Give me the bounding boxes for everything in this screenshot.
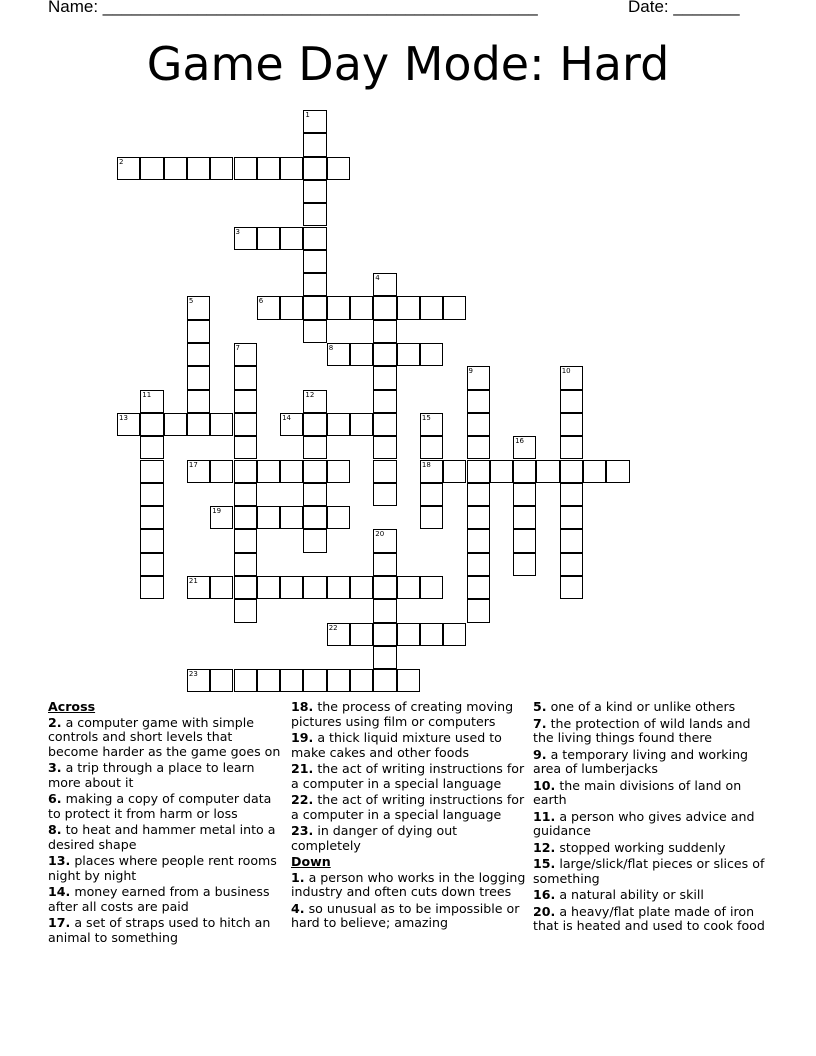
grid-cell[interactable] xyxy=(467,483,490,506)
clue-number-label: 23. xyxy=(291,823,314,838)
grid-cell[interactable] xyxy=(303,250,326,273)
clue-number: 21 xyxy=(188,577,198,585)
grid-cell[interactable] xyxy=(187,157,210,180)
grid-cell[interactable] xyxy=(210,576,233,599)
grid-cell[interactable] xyxy=(560,460,583,483)
clues-column-2 xyxy=(291,700,527,933)
grid-cell[interactable] xyxy=(373,296,396,319)
grid-cell[interactable] xyxy=(350,669,373,692)
clue-number: 17 xyxy=(188,460,198,469)
date-field[interactable]: Date: _______ xyxy=(628,0,740,16)
clue-item xyxy=(291,871,527,900)
clue-text: the main divisions of land on earth xyxy=(533,777,742,807)
clue-number-label: 18. xyxy=(291,699,314,714)
clue-number: 1 xyxy=(305,111,310,119)
clue-item xyxy=(291,762,527,791)
clue-number-label: 1. xyxy=(291,869,305,885)
grid-cell[interactable] xyxy=(117,413,140,436)
clue-number: 10 xyxy=(561,367,571,376)
grid-cell[interactable] xyxy=(560,506,583,529)
grid-cell[interactable] xyxy=(303,157,326,180)
clue-number: 19 xyxy=(212,507,222,516)
grid-cell[interactable] xyxy=(140,529,163,552)
grid-cell[interactable] xyxy=(303,483,326,506)
grid-cell[interactable] xyxy=(373,483,396,506)
grid-cell[interactable] xyxy=(164,413,187,436)
grid-cell[interactable] xyxy=(187,413,210,436)
grid-cell[interactable] xyxy=(373,413,396,436)
grid-cell[interactable] xyxy=(234,599,257,622)
grid-cell[interactable] xyxy=(303,529,326,552)
grid-cell[interactable] xyxy=(420,343,443,366)
clue-text: a set of straps used to hitch an animal to something xyxy=(48,915,271,945)
grid-cell[interactable] xyxy=(397,343,420,366)
grid-cell[interactable] xyxy=(560,366,583,389)
clue-number: 7 xyxy=(235,344,240,352)
clue-number: 4 xyxy=(375,274,380,283)
grid-cell[interactable] xyxy=(234,669,257,692)
clue-item xyxy=(291,700,527,729)
grid-cell[interactable] xyxy=(303,576,326,599)
clue-number: 8 xyxy=(328,344,334,352)
grid-cell[interactable] xyxy=(350,343,373,366)
grid-cell[interactable] xyxy=(560,483,583,506)
clue-number: 22 xyxy=(328,623,338,632)
grid-cell[interactable] xyxy=(373,320,396,343)
grid-cell[interactable] xyxy=(420,460,443,483)
grid-cell[interactable] xyxy=(327,669,350,692)
grid-cell[interactable] xyxy=(373,529,396,552)
clue-text: large/slick/flat pieces or slices of something xyxy=(533,856,765,886)
clue-number-label: 12. xyxy=(533,839,556,855)
clue-text: a person who works in the logging industry and often cuts down trees xyxy=(291,869,526,899)
clue-number-label: 20. xyxy=(533,903,556,919)
grid-cell[interactable] xyxy=(327,576,350,599)
grid-cell[interactable] xyxy=(303,110,326,133)
clue-item xyxy=(48,823,284,852)
grid-cell[interactable] xyxy=(234,227,257,250)
grid-cell[interactable] xyxy=(397,669,420,692)
grid-cell[interactable] xyxy=(490,460,513,483)
grid-cell[interactable] xyxy=(210,506,233,529)
grid-cell[interactable] xyxy=(513,553,536,576)
clue-item xyxy=(48,885,284,914)
clue-number-label: 7. xyxy=(533,715,547,731)
grid-cell[interactable] xyxy=(303,227,326,250)
grid-cell[interactable] xyxy=(280,576,303,599)
clue-text: one of a kind or unlike others xyxy=(546,699,736,714)
grid-cell[interactable] xyxy=(420,296,443,319)
grid-cell[interactable] xyxy=(560,529,583,552)
grid-cell[interactable] xyxy=(467,366,490,389)
grid-cell[interactable] xyxy=(280,227,303,250)
grid-cell[interactable] xyxy=(210,460,233,483)
grid-cell[interactable] xyxy=(373,343,396,366)
grid-cell[interactable] xyxy=(140,483,163,506)
grid-cell[interactable] xyxy=(373,553,396,576)
grid-cell[interactable] xyxy=(327,460,350,483)
clue-item xyxy=(533,700,769,715)
clue-item xyxy=(48,792,284,821)
clue-item xyxy=(533,748,769,777)
grid-cell[interactable] xyxy=(117,157,140,180)
clue-number: 14 xyxy=(282,413,292,422)
clue-number: 6 xyxy=(258,297,264,306)
grid-cell[interactable] xyxy=(234,366,257,389)
grid-cell[interactable] xyxy=(257,460,280,483)
clue-item xyxy=(533,857,769,886)
clue-number-label: 17. xyxy=(48,915,71,930)
grid-cell[interactable] xyxy=(373,599,396,622)
grid-cell[interactable] xyxy=(373,436,396,459)
clue-item xyxy=(533,841,769,856)
clue-text: the protection of wild lands and the living things found there xyxy=(533,715,751,745)
grid-cell[interactable] xyxy=(373,576,396,599)
grid-cell[interactable] xyxy=(164,157,187,180)
grid-cell[interactable] xyxy=(513,529,536,552)
grid-cell[interactable] xyxy=(350,576,373,599)
clue-item xyxy=(48,761,284,790)
clue-text: in danger of dying out completely xyxy=(291,823,458,853)
clue-item xyxy=(533,717,769,746)
clue-text: making a copy of computer data to protect it from harm or loss xyxy=(48,791,272,821)
grid-cell[interactable] xyxy=(280,157,303,180)
grid-cell[interactable] xyxy=(303,413,326,436)
grid-cell[interactable] xyxy=(187,320,210,343)
clue-text: money earned from a business after all costs are paid xyxy=(48,884,270,914)
grid-cell[interactable] xyxy=(560,576,583,599)
grid-cell[interactable] xyxy=(560,436,583,459)
clue-number: 9 xyxy=(468,367,473,376)
grid-cell[interactable] xyxy=(303,203,326,226)
clue-item xyxy=(291,731,527,760)
grid-cell[interactable] xyxy=(350,623,373,646)
grid-cell[interactable] xyxy=(373,646,396,669)
grid-cell[interactable] xyxy=(373,623,396,646)
clue-number-label: 22. xyxy=(291,792,314,807)
grid-cell[interactable] xyxy=(467,413,490,436)
grid-cell[interactable] xyxy=(280,460,303,483)
grid-cell[interactable] xyxy=(210,157,233,180)
grid-cell[interactable] xyxy=(420,623,443,646)
clue-number: 2 xyxy=(119,157,124,166)
grid-cell[interactable] xyxy=(420,436,443,459)
clue-number-label: 16. xyxy=(533,887,556,902)
grid-cell[interactable] xyxy=(140,157,163,180)
grid-cell[interactable] xyxy=(257,227,280,250)
clue-item xyxy=(48,916,284,945)
grid-cell[interactable] xyxy=(257,576,280,599)
grid-cell[interactable] xyxy=(350,413,373,436)
clue-text: to heat and hammer metal into a desired shape xyxy=(48,822,276,852)
clue-number-label: 11. xyxy=(533,808,556,824)
grid-cell[interactable] xyxy=(234,553,257,576)
clue-item xyxy=(48,716,284,760)
grid-cell[interactable] xyxy=(303,296,326,319)
grid-cell[interactable] xyxy=(327,296,350,319)
grid-cell[interactable] xyxy=(280,413,303,436)
grid-cell[interactable] xyxy=(187,576,210,599)
grid-cell[interactable] xyxy=(210,669,233,692)
clue-item xyxy=(533,779,769,808)
grid-cell[interactable] xyxy=(513,460,536,483)
grid-cell[interactable] xyxy=(234,576,257,599)
grid-cell[interactable] xyxy=(373,460,396,483)
clue-number: 23 xyxy=(188,670,198,679)
grid-cell[interactable] xyxy=(397,623,420,646)
clue-number: 18 xyxy=(421,460,431,469)
clue-text: a thick liquid mixture used to make cakes and other foods xyxy=(291,730,502,760)
grid-cell[interactable] xyxy=(420,576,443,599)
grid-cell[interactable] xyxy=(234,483,257,506)
clue-number-label: 14. xyxy=(48,884,71,899)
grid-cell[interactable] xyxy=(467,599,490,622)
grid-cell[interactable] xyxy=(257,669,280,692)
down-heading: Down xyxy=(291,854,331,869)
grid-cell[interactable] xyxy=(327,343,350,366)
clue-text: the act of writing instructions for a computer in a special language xyxy=(291,761,525,791)
clue-text: a heavy/flat plate made of iron that is heated and used to cook food xyxy=(533,903,765,933)
clue-number: 3 xyxy=(235,227,240,236)
grid-cell[interactable] xyxy=(187,460,210,483)
grid-cell[interactable] xyxy=(373,669,396,692)
grid-cell[interactable] xyxy=(234,157,257,180)
clue-number: 5 xyxy=(188,297,194,306)
grid-cell[interactable] xyxy=(513,483,536,506)
clue-text: stopped working suddenly xyxy=(555,839,726,855)
clue-number-label: 21. xyxy=(291,761,314,776)
grid-cell[interactable] xyxy=(303,180,326,203)
grid-cell[interactable] xyxy=(187,390,210,413)
clue-number: 11 xyxy=(142,390,152,399)
grid-cell[interactable] xyxy=(583,460,606,483)
grid-cell[interactable] xyxy=(140,553,163,576)
clue-number-label: 8. xyxy=(48,822,62,837)
grid-cell[interactable] xyxy=(303,133,326,156)
grid-cell[interactable] xyxy=(303,460,326,483)
grid-cell[interactable] xyxy=(373,366,396,389)
grid-cell[interactable] xyxy=(280,506,303,529)
clue-number: 20 xyxy=(375,530,385,539)
across-heading: Across xyxy=(48,699,96,714)
grid-cell[interactable] xyxy=(420,413,443,436)
grid-cell[interactable] xyxy=(234,343,257,366)
clue-text: places where people rent rooms night by night xyxy=(48,853,277,883)
grid-cell[interactable] xyxy=(187,343,210,366)
grid-cell[interactable] xyxy=(257,296,280,319)
grid-cell[interactable] xyxy=(140,576,163,599)
clue-number-label: 9. xyxy=(533,746,547,762)
clue-number-label: 10. xyxy=(533,777,556,793)
grid-cell[interactable] xyxy=(560,390,583,413)
grid-cell[interactable] xyxy=(513,436,536,459)
clue-number-label: 13. xyxy=(48,853,71,868)
clue-text: a temporary living and working area of lumberjacks xyxy=(533,746,749,776)
grid-cell[interactable] xyxy=(443,460,466,483)
grid-cell[interactable] xyxy=(280,669,303,692)
grid-cell[interactable] xyxy=(467,506,490,529)
grid-cell[interactable] xyxy=(140,436,163,459)
clue-number: 16 xyxy=(515,437,525,446)
grid-cell[interactable] xyxy=(467,529,490,552)
clue-item xyxy=(291,902,527,931)
clue-text: a trip through a place to learn more about it xyxy=(48,760,255,790)
page-title: Game Day Mode: Hard xyxy=(146,37,670,91)
grid-cell[interactable] xyxy=(327,157,350,180)
grid-cell[interactable] xyxy=(234,460,257,483)
clue-number-label: 6. xyxy=(48,791,62,806)
grid-cell[interactable] xyxy=(303,390,326,413)
clue-text: the process of creating moving pictures using film or computers xyxy=(291,699,514,729)
grid-cell[interactable] xyxy=(257,506,280,529)
clue-number-label: 19. xyxy=(291,730,314,745)
clue-item xyxy=(533,905,769,934)
grid-cell[interactable] xyxy=(234,529,257,552)
name-field[interactable]: Name: ______________________________________________ xyxy=(48,0,538,16)
clue-item xyxy=(291,793,527,822)
grid-cell[interactable] xyxy=(397,576,420,599)
grid-cell[interactable] xyxy=(467,460,490,483)
clue-item xyxy=(291,824,527,853)
clue-number-label: 5. xyxy=(533,699,547,714)
grid-cell[interactable] xyxy=(140,460,163,483)
grid-cell[interactable] xyxy=(467,576,490,599)
grid-cell[interactable] xyxy=(536,460,559,483)
clue-text: a natural ability or skill xyxy=(555,887,704,902)
grid-cell[interactable] xyxy=(350,296,373,319)
grid-cell[interactable] xyxy=(513,506,536,529)
grid-cell[interactable] xyxy=(234,413,257,436)
clue-item xyxy=(533,810,769,839)
grid-cell[interactable] xyxy=(303,320,326,343)
grid-cell[interactable] xyxy=(210,413,233,436)
grid-cell[interactable] xyxy=(606,460,629,483)
grid-cell[interactable] xyxy=(280,296,303,319)
grid-cell[interactable] xyxy=(327,413,350,436)
grid-cell[interactable] xyxy=(420,483,443,506)
clue-text: a person who gives advice and guidance xyxy=(533,808,755,838)
grid-cell[interactable] xyxy=(327,623,350,646)
grid-cell[interactable] xyxy=(560,553,583,576)
clue-text: a computer game with simple controls and short levels that become harder as the game goes on xyxy=(48,714,281,759)
clue-number-label: 3. xyxy=(48,760,62,775)
grid-cell[interactable] xyxy=(234,436,257,459)
grid-cell[interactable] xyxy=(327,506,350,529)
grid-cell[interactable] xyxy=(303,506,326,529)
clue-text: the act of writing instructions for a computer in a special language xyxy=(291,792,525,822)
grid-cell[interactable] xyxy=(187,296,210,319)
grid-cell[interactable] xyxy=(467,553,490,576)
clue-number: 15 xyxy=(421,413,431,422)
clue-text: so unusual as to be impossible or hard to believe; amazing xyxy=(291,900,520,930)
grid-cell[interactable] xyxy=(257,157,280,180)
grid-cell[interactable] xyxy=(187,366,210,389)
clue-number-label: 15. xyxy=(533,856,556,871)
clues-column-3 xyxy=(533,700,769,936)
clue-number-label: 4. xyxy=(291,900,305,916)
grid-cell[interactable] xyxy=(397,296,420,319)
grid-cell[interactable] xyxy=(187,669,210,692)
grid-cell[interactable] xyxy=(140,390,163,413)
clue-number-label: 2. xyxy=(48,714,62,730)
grid-cell[interactable] xyxy=(140,506,163,529)
grid-cell[interactable] xyxy=(443,296,466,319)
grid-cell[interactable] xyxy=(373,390,396,413)
grid-cell[interactable] xyxy=(303,436,326,459)
grid-cell[interactable] xyxy=(140,413,163,436)
grid-cell[interactable] xyxy=(303,669,326,692)
clue-number: 13 xyxy=(119,413,128,422)
grid-cell[interactable] xyxy=(467,390,490,413)
grid-cell[interactable] xyxy=(303,273,326,296)
grid-cell[interactable] xyxy=(373,273,396,296)
clue-number: 12 xyxy=(305,390,315,399)
grid-cell[interactable] xyxy=(420,506,443,529)
clue-item xyxy=(533,888,769,903)
clue-item xyxy=(48,854,284,883)
grid-cell[interactable] xyxy=(560,413,583,436)
grid-cell[interactable] xyxy=(467,436,490,459)
grid-cell[interactable] xyxy=(234,390,257,413)
clues-column-1 xyxy=(48,700,284,947)
grid-cell[interactable] xyxy=(443,623,466,646)
grid-cell[interactable] xyxy=(234,506,257,529)
